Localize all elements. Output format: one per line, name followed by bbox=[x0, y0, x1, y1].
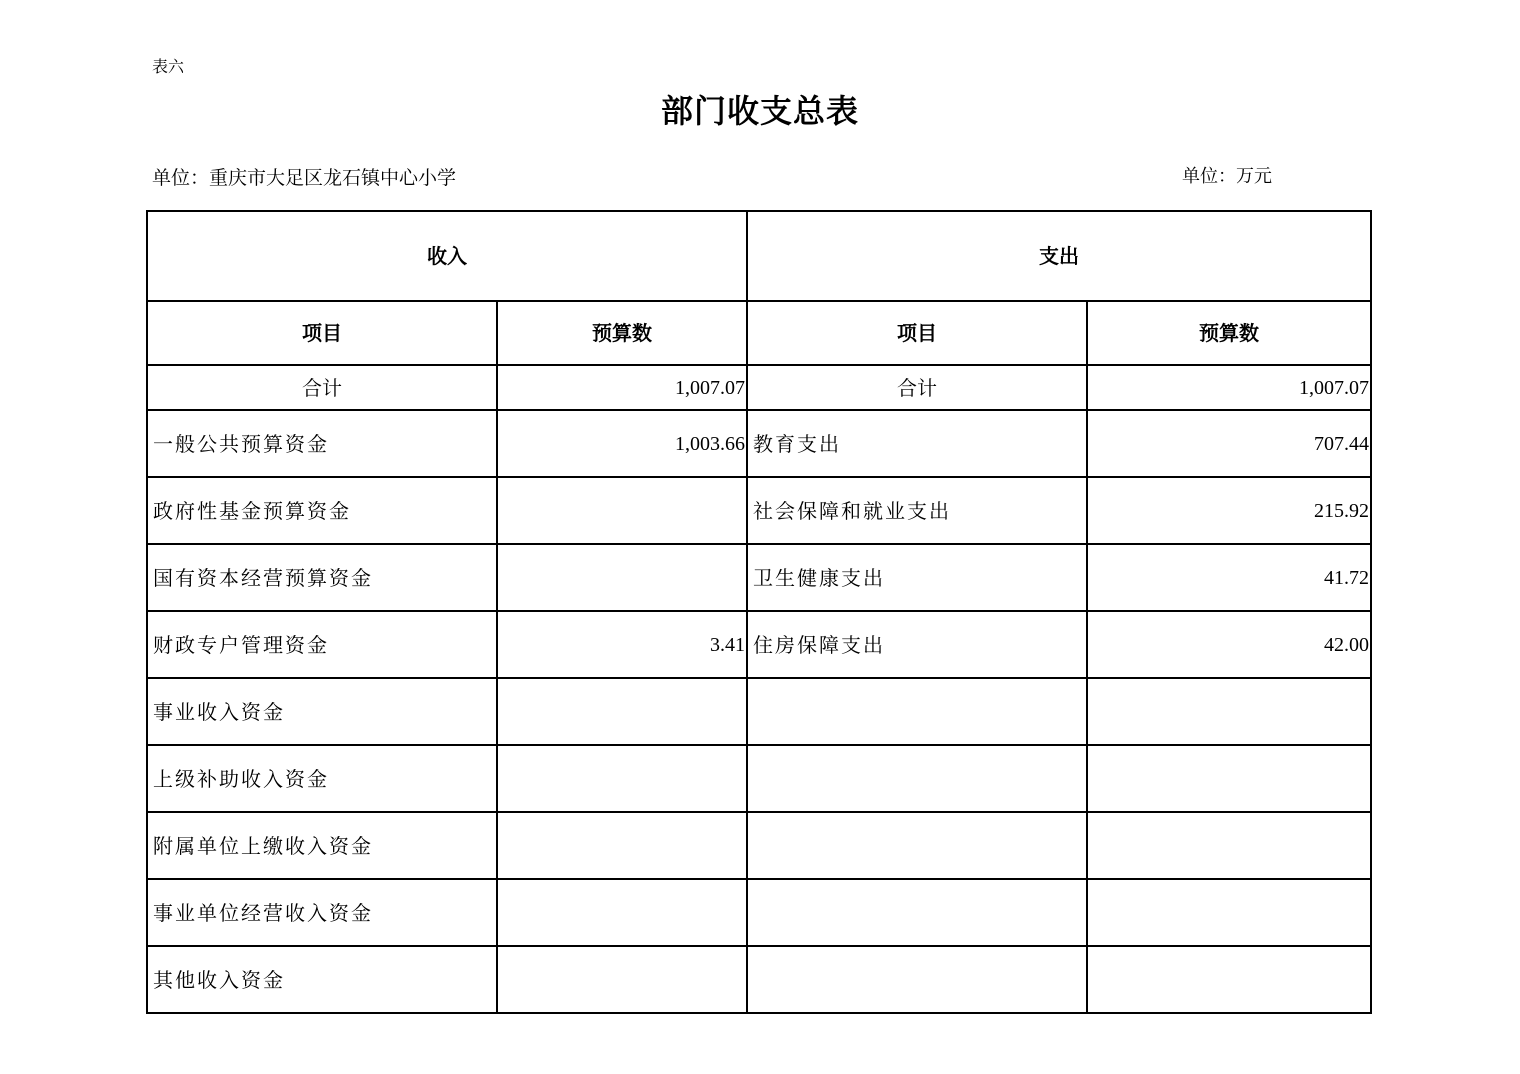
expense-value: 215.92 bbox=[1087, 477, 1371, 544]
total-row bbox=[147, 365, 1371, 410]
income-total-value: 1,007.07 bbox=[497, 365, 747, 410]
expense-section-header: 支出 bbox=[747, 211, 1371, 301]
income-value bbox=[497, 544, 747, 611]
page-title: 部门收支总表 bbox=[660, 92, 859, 130]
income-item: 国有资本经营预算资金 bbox=[147, 544, 497, 611]
section-header-row bbox=[147, 211, 1371, 301]
table-row bbox=[147, 745, 1371, 812]
table-row bbox=[147, 812, 1371, 879]
income-item: 事业单位经营收入资金 bbox=[147, 879, 497, 946]
income-item: 事业收入资金 bbox=[147, 678, 497, 745]
income-value bbox=[497, 745, 747, 812]
expense-total-label: 合计 bbox=[747, 365, 1087, 410]
table-row bbox=[147, 477, 1371, 544]
income-item: 政府性基金预算资金 bbox=[147, 477, 497, 544]
income-item: 附属单位上缴收入资金 bbox=[147, 812, 497, 879]
income-item: 财政专户管理资金 bbox=[147, 611, 497, 678]
expense-item: 住房保障支出 bbox=[747, 611, 1087, 678]
expense-item bbox=[747, 946, 1087, 1013]
expense-item bbox=[747, 812, 1087, 879]
income-value bbox=[497, 812, 747, 879]
expense-item-column-header: 项目 bbox=[747, 301, 1087, 365]
column-header-row bbox=[147, 301, 1371, 365]
expense-item bbox=[747, 745, 1087, 812]
expense-value: 41.72 bbox=[1087, 544, 1371, 611]
table-row bbox=[147, 678, 1371, 745]
expense-item: 教育支出 bbox=[747, 410, 1087, 477]
income-value bbox=[497, 879, 747, 946]
unit-organization: 单位：重庆市大足区龙石镇中心小学 bbox=[152, 167, 457, 189]
expense-budget-column-header: 预算数 bbox=[1087, 301, 1371, 365]
income-value bbox=[497, 678, 747, 745]
income-budget-column-header: 预算数 bbox=[497, 301, 747, 365]
expense-value bbox=[1087, 812, 1371, 879]
income-value: 1,003.66 bbox=[497, 410, 747, 477]
income-expense-summary-table bbox=[146, 210, 1372, 1014]
expense-value: 707.44 bbox=[1087, 410, 1371, 477]
expense-value bbox=[1087, 879, 1371, 946]
table-row bbox=[147, 879, 1371, 946]
income-item: 一般公共预算资金 bbox=[147, 410, 497, 477]
income-item: 其他收入资金 bbox=[147, 946, 497, 1013]
table-row bbox=[147, 611, 1371, 678]
expense-value bbox=[1087, 946, 1371, 1013]
income-value bbox=[497, 477, 747, 544]
expense-value: 42.00 bbox=[1087, 611, 1371, 678]
income-total-label: 合计 bbox=[147, 365, 497, 410]
expense-item bbox=[747, 678, 1087, 745]
expense-item: 卫生健康支出 bbox=[747, 544, 1087, 611]
income-section-header: 收入 bbox=[147, 211, 747, 301]
unit-currency: 单位：万元 bbox=[1182, 166, 1272, 187]
income-item-column-header: 项目 bbox=[147, 301, 497, 365]
table-label: 表六 bbox=[152, 57, 185, 76]
expense-total-value: 1,007.07 bbox=[1087, 365, 1371, 410]
income-value: 3.41 bbox=[497, 611, 747, 678]
expense-item: 社会保障和就业支出 bbox=[747, 477, 1087, 544]
table-row bbox=[147, 410, 1371, 477]
expense-value bbox=[1087, 745, 1371, 812]
table-row bbox=[147, 544, 1371, 611]
income-item: 上级补助收入资金 bbox=[147, 745, 497, 812]
expense-value bbox=[1087, 678, 1371, 745]
table-row bbox=[147, 946, 1371, 1013]
income-value bbox=[497, 946, 747, 1013]
expense-item bbox=[747, 879, 1087, 946]
